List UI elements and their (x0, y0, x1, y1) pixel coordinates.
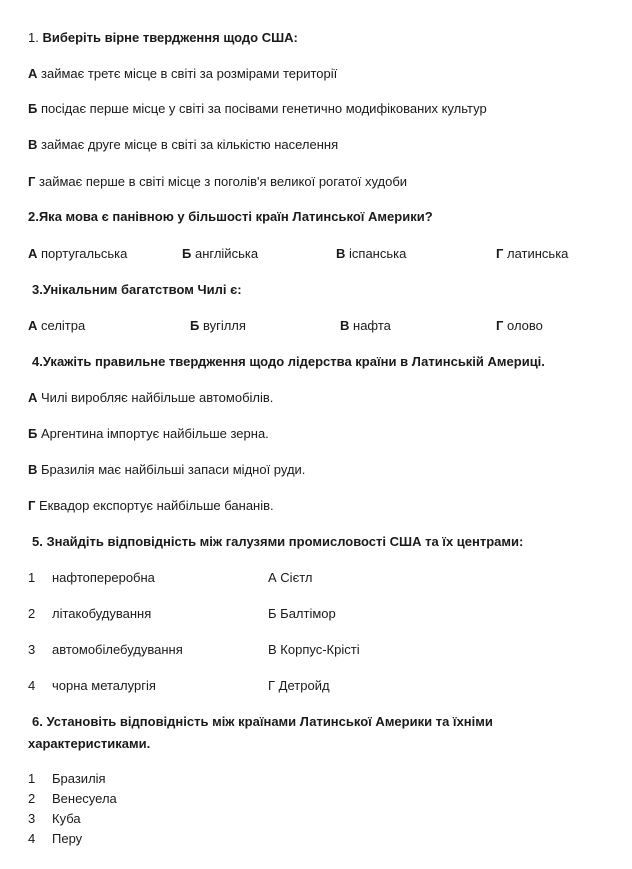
q1-option-d: Г займає перше в світі місце з поголів'я великої рогатої худоби (28, 174, 408, 189)
q4-option-d: Г Еквадор експортує найбільше бананів. (28, 498, 274, 513)
q5-right-item: В Корпус-Крісті (268, 642, 360, 657)
q1-option-b: Б посідає перше місце у світі за посівами генетично модифікованих культур (28, 101, 487, 116)
q3-option-d: Г олово (496, 318, 543, 333)
q4-option-a: А Чилі виробляє найбільше автомобілів. (28, 390, 274, 405)
q6-title-line1: 6. Установіть відповідність між країнами Латинської Америки та їхніми (32, 714, 493, 729)
q3-option-a: А селітра (28, 318, 86, 333)
q4-title: 4.Укажіть правильне твердження щодо лідерства країни в Латинській Америці. (32, 354, 545, 369)
q3-option-b: Б вугілля (190, 318, 246, 333)
q1-title-text: Виберіть вірне твердження щодо США: (42, 30, 298, 45)
q3-title: 3.Унікальним багатством Чилі є: (32, 282, 242, 297)
q5-left-item: 4 чорна металургія (28, 678, 156, 693)
q1-title (28, 30, 298, 46)
q6-item: 4 Перу (28, 831, 83, 846)
q6-item: 2 Венесуела (28, 791, 117, 806)
q5-left-item: 1 нафтопереробна (28, 570, 155, 585)
q2-option-d: Г латинська (496, 246, 569, 261)
q5-title: 5. Знайдіть відповідність між галузями промисловості США та їх центрами: (32, 534, 524, 549)
q2-option-b: Б англійська (182, 246, 259, 261)
q3-option-c: В нафта (340, 318, 391, 333)
q2-option-c: В іспанська (336, 246, 407, 261)
q5-left-item: 2 літакобудування (28, 606, 152, 621)
q5-left-item: 3 автомобілебудування (28, 642, 183, 657)
q5-right-item: Г Детройд (268, 678, 330, 693)
q6-title-line2: характеристиками. (28, 736, 151, 751)
q6-item: 3 Куба (28, 811, 81, 826)
q2-title: 2.Яка мова є панівною у більшості країн Латинської Америки? (28, 209, 433, 224)
q6-item: 1 Бразилія (28, 771, 106, 786)
q1-option-c: В займає друге місце в світі за кількістю населення (28, 137, 339, 152)
q2-option-a: А португальська (28, 246, 128, 261)
q4-option-b: Б Аргентина імпортує найбільше зерна. (28, 426, 269, 441)
q1-option-a: А займає третє місце в світі за розмірами території (28, 66, 338, 81)
q1-number: 1. (28, 30, 39, 45)
q4-option-c: В Бразилія має найбільші запаси мідної руди. (28, 462, 306, 477)
q5-right-item: Б Балтімор (268, 606, 336, 621)
q5-right-item: А Сієтл (268, 570, 313, 585)
